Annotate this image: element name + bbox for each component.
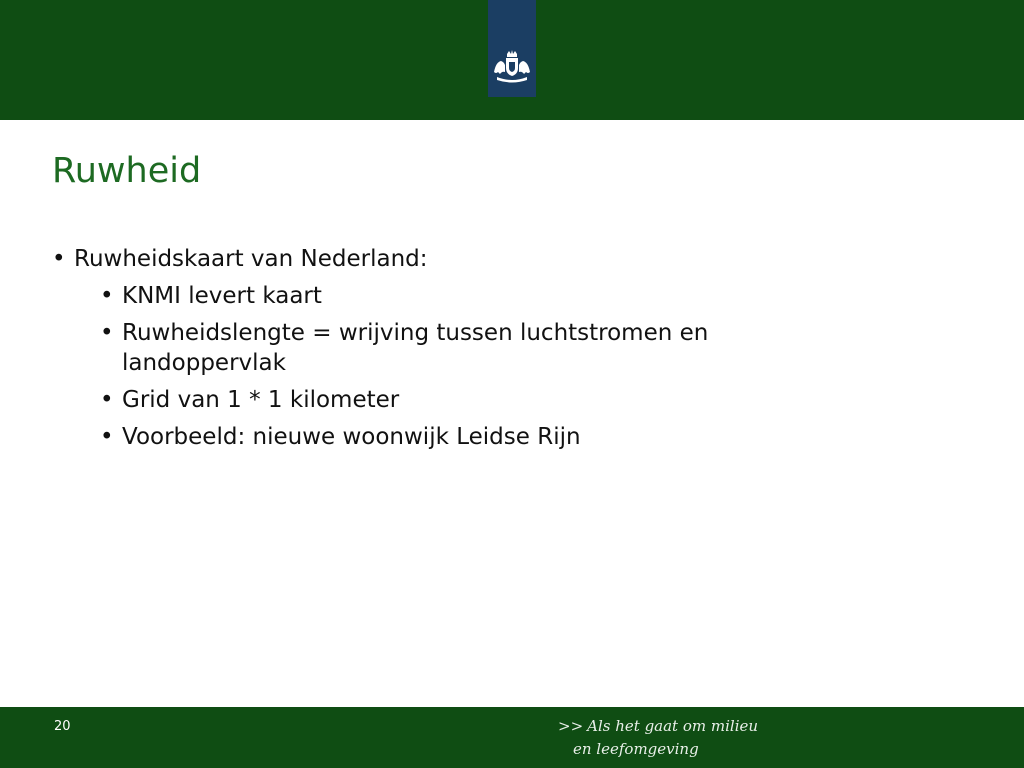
bullet-item-level2 (52, 422, 812, 452)
bullet-text: Voorbeeld: nieuwe woonwijk Leidse Rijn (122, 424, 581, 450)
tagline-line1: Als het gaat om milieu (587, 717, 759, 735)
header-band (0, 0, 1024, 120)
footer-band (0, 707, 1024, 768)
bullet-item-level2 (52, 318, 812, 378)
bullet-icon: • (100, 320, 114, 346)
bullet-icon: • (100, 283, 114, 309)
bullet-item-level1 (52, 244, 812, 274)
bullet-list (52, 244, 812, 459)
footer-tagline (558, 715, 758, 761)
bullet-icon: • (52, 246, 66, 272)
royal-coat-of-arms-icon (491, 50, 533, 84)
bullet-text: Ruwheidskaart van Nederland: (74, 246, 428, 272)
bullet-icon: • (100, 387, 114, 413)
tagline-line2: en leefomgeving (573, 740, 699, 758)
bullet-icon: • (100, 424, 114, 450)
slide-title: Ruwheid (52, 151, 202, 191)
bullet-text: Grid van 1 * 1 kilometer (122, 387, 400, 413)
bullet-item-level2 (52, 281, 812, 311)
page-number: 20 (54, 719, 71, 734)
bullet-text: Ruwheidslengte = wrijving tussen luchtstromen en landoppervlak (122, 320, 709, 376)
logo-tab (488, 0, 536, 97)
tagline-arrow: >> (558, 717, 584, 735)
bullet-text: KNMI levert kaart (122, 283, 322, 309)
bullet-item-level2 (52, 385, 812, 415)
